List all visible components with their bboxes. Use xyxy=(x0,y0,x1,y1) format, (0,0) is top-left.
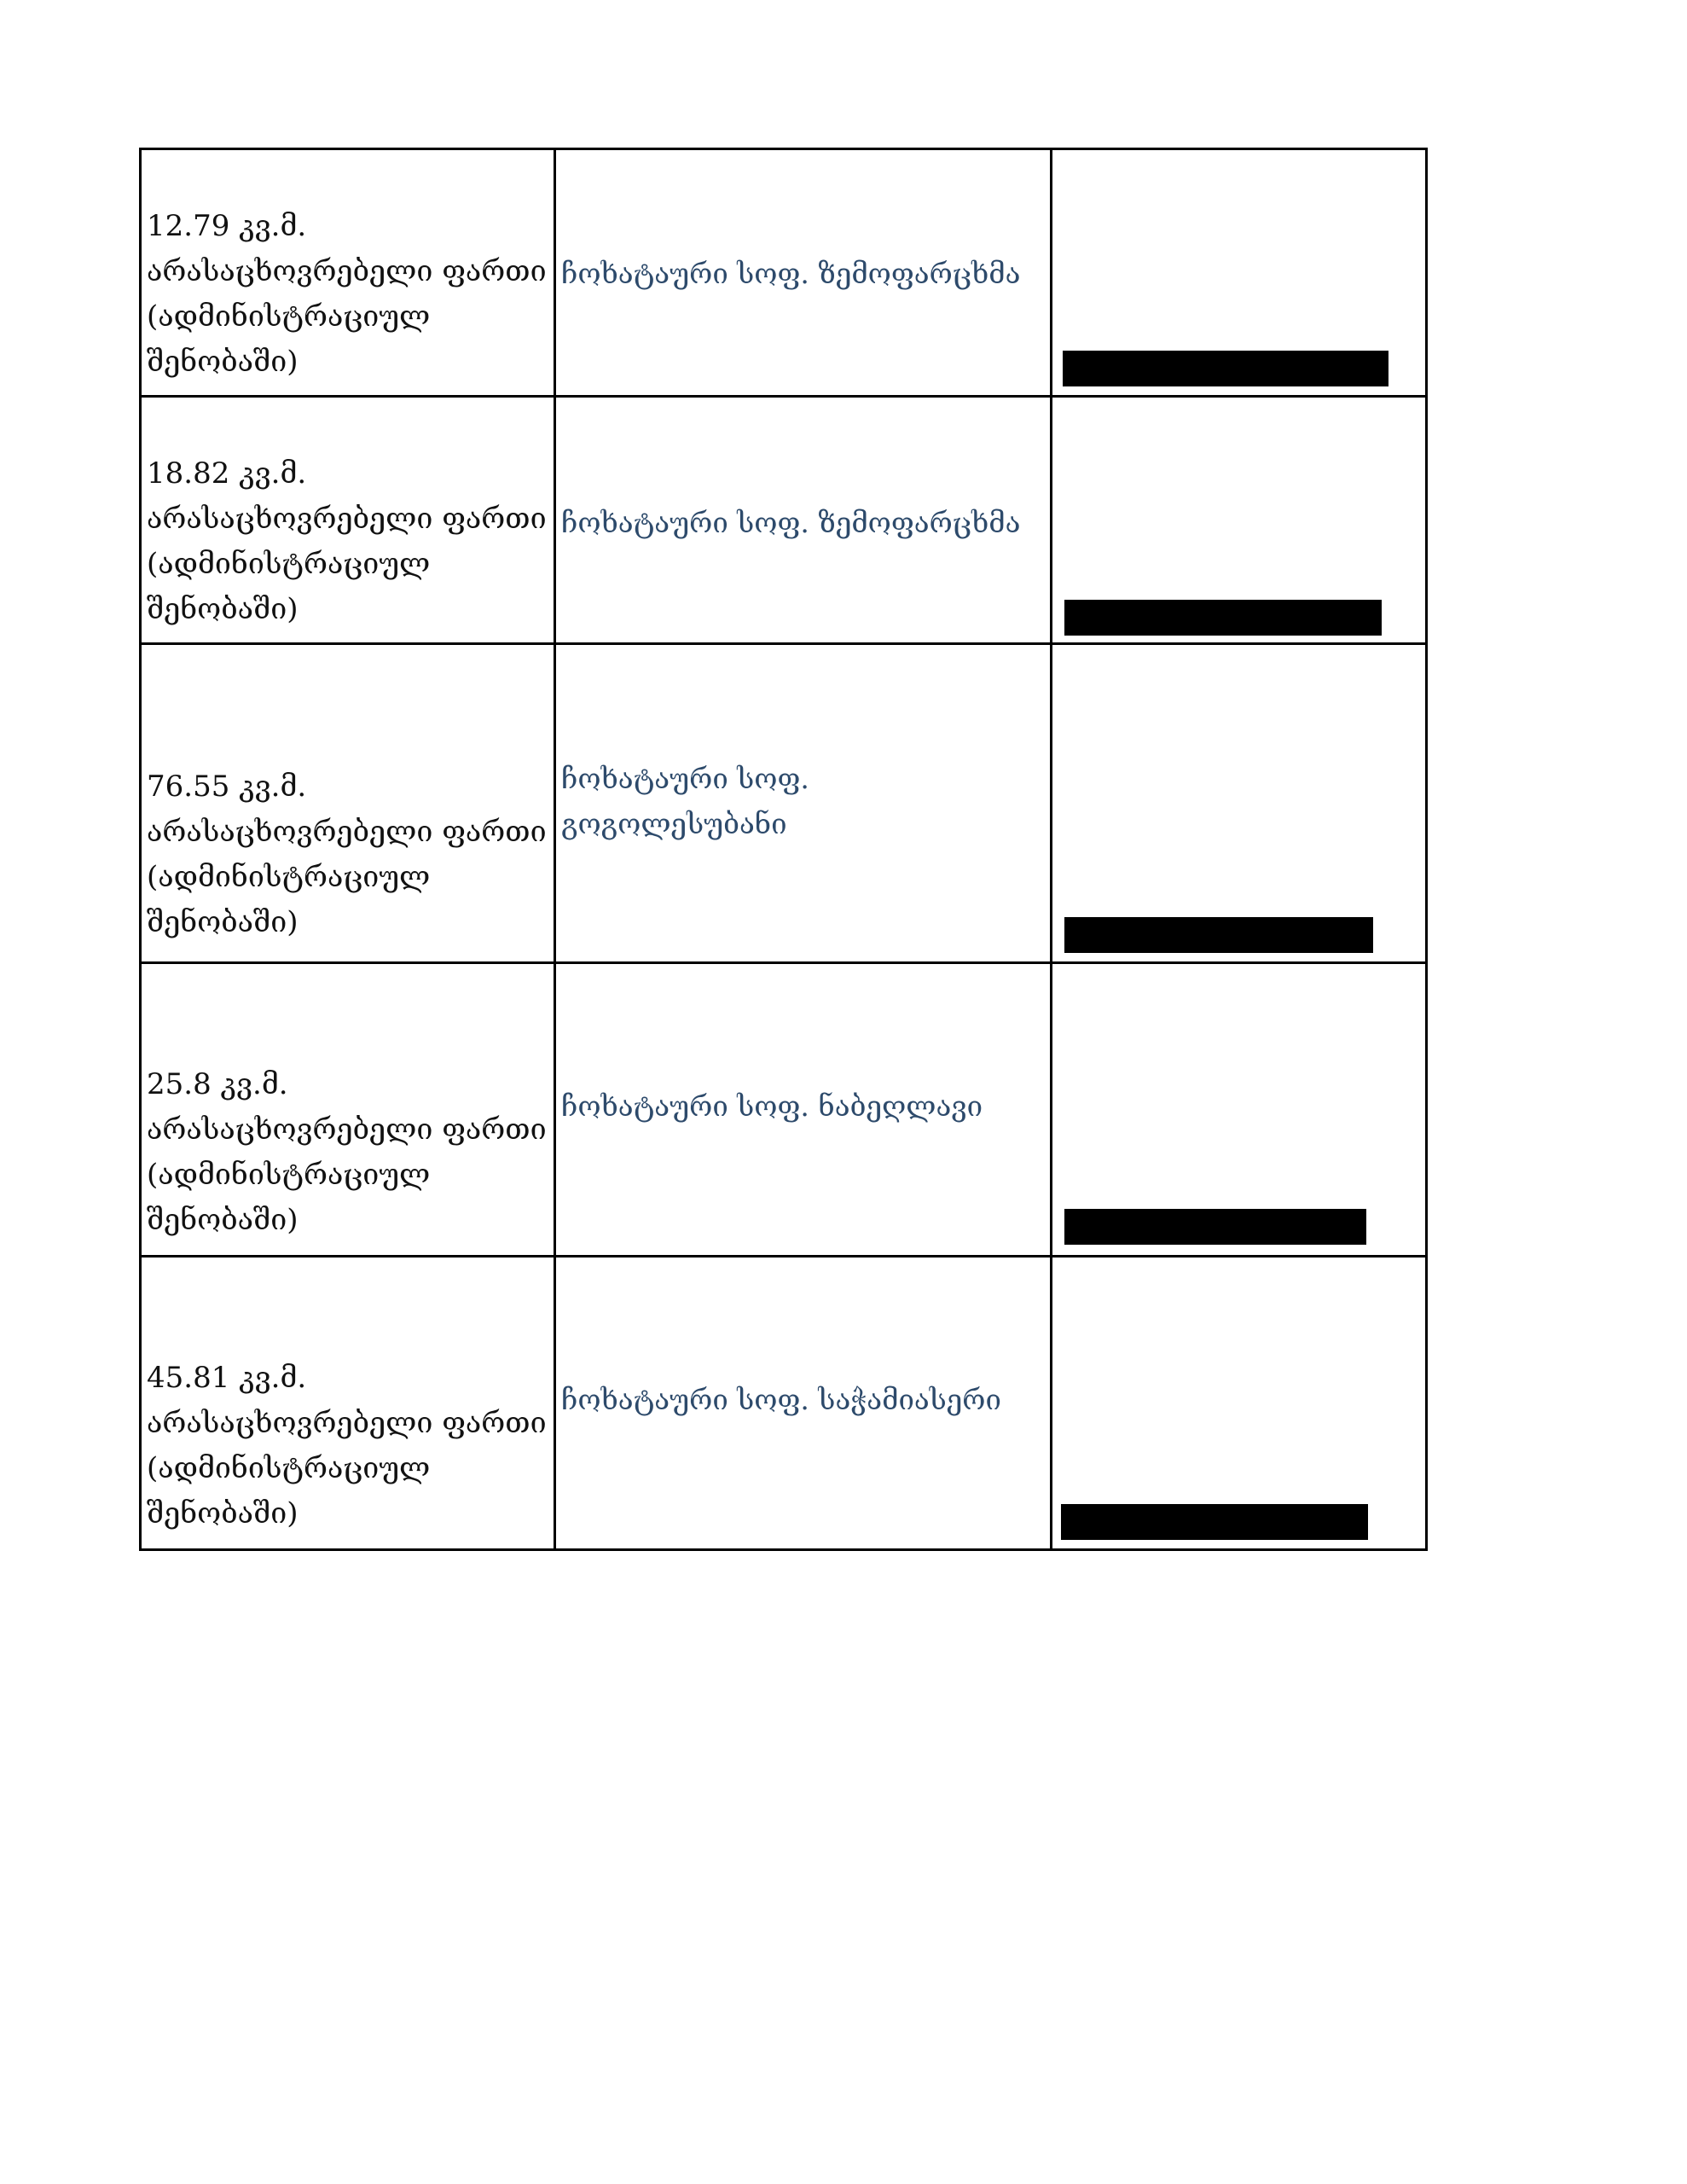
location-cell xyxy=(555,963,1052,1257)
table-row xyxy=(141,397,1427,644)
property-table xyxy=(139,148,1428,1551)
area-note-cont: შენობაში) xyxy=(147,904,299,939)
location-text-cont: გოგოლესუბანი xyxy=(561,807,787,840)
table-row xyxy=(141,1257,1427,1550)
redaction-bar xyxy=(1064,1209,1366,1245)
area-cell xyxy=(141,397,555,644)
redacted-cell xyxy=(1052,644,1427,963)
redacted-cell xyxy=(1052,963,1427,1257)
redaction-bar xyxy=(1063,351,1388,386)
table-row xyxy=(141,149,1427,397)
area-type: არასაცხოვრებელი ფართი xyxy=(147,1112,547,1147)
area-note: (ადმინისტრაციულ xyxy=(147,1157,431,1192)
area-cell xyxy=(141,1257,555,1550)
area-note: (ადმინისტრაციულ xyxy=(147,859,431,894)
table-row xyxy=(141,644,1427,963)
area-type: არასაცხოვრებელი ფართი xyxy=(147,1405,547,1440)
location-text: ჩოხატაური სოფ. საჭამიასერი xyxy=(561,1383,1001,1416)
area-size: 12.79 კვ.მ. xyxy=(147,208,307,243)
redaction-bar xyxy=(1064,917,1373,953)
area-size: 18.82 კვ.მ. xyxy=(147,456,307,491)
redacted-cell xyxy=(1052,149,1427,397)
location-cell xyxy=(555,397,1052,644)
location-text: ჩოხატაური სოფ. ნაბეღლავი xyxy=(561,1089,983,1123)
area-note-cont: შენობაში) xyxy=(147,344,299,379)
redacted-cell xyxy=(1052,1257,1427,1550)
area-note: (ადმინისტრაციულ xyxy=(147,546,431,581)
location-cell xyxy=(555,149,1052,397)
redaction-bar xyxy=(1061,1504,1368,1540)
area-note-cont: შენობაში) xyxy=(147,1202,299,1237)
area-size: 25.8 კვ.მ. xyxy=(147,1066,288,1101)
area-cell xyxy=(141,149,555,397)
location-text: ჩოხატაური სოფ. xyxy=(561,762,809,795)
area-note-cont: შენობაში) xyxy=(147,1496,299,1531)
area-type: არასაცხოვრებელი ფართი xyxy=(147,501,547,536)
area-note-cont: შენობაში) xyxy=(147,591,299,626)
location-cell xyxy=(555,1257,1052,1550)
area-type: არასაცხოვრებელი ფართი xyxy=(147,253,547,288)
location-text: ჩოხატაური სოფ. ზემოფარცხმა xyxy=(561,257,1021,290)
table-row xyxy=(141,963,1427,1257)
area-size: 76.55 კვ.მ. xyxy=(147,769,307,804)
redacted-cell xyxy=(1052,397,1427,644)
area-size: 45.81 კვ.მ. xyxy=(147,1360,307,1395)
area-cell xyxy=(141,644,555,963)
location-cell xyxy=(555,644,1052,963)
area-type: არასაცხოვრებელი ფართი xyxy=(147,814,547,849)
area-note: (ადმინისტრაციულ xyxy=(147,1450,431,1485)
location-text: ჩოხატაური სოფ. ზემოფარცხმა xyxy=(561,506,1021,539)
area-note: (ადმინისტრაციულ xyxy=(147,299,431,334)
area-cell xyxy=(141,963,555,1257)
redaction-bar xyxy=(1064,600,1382,636)
